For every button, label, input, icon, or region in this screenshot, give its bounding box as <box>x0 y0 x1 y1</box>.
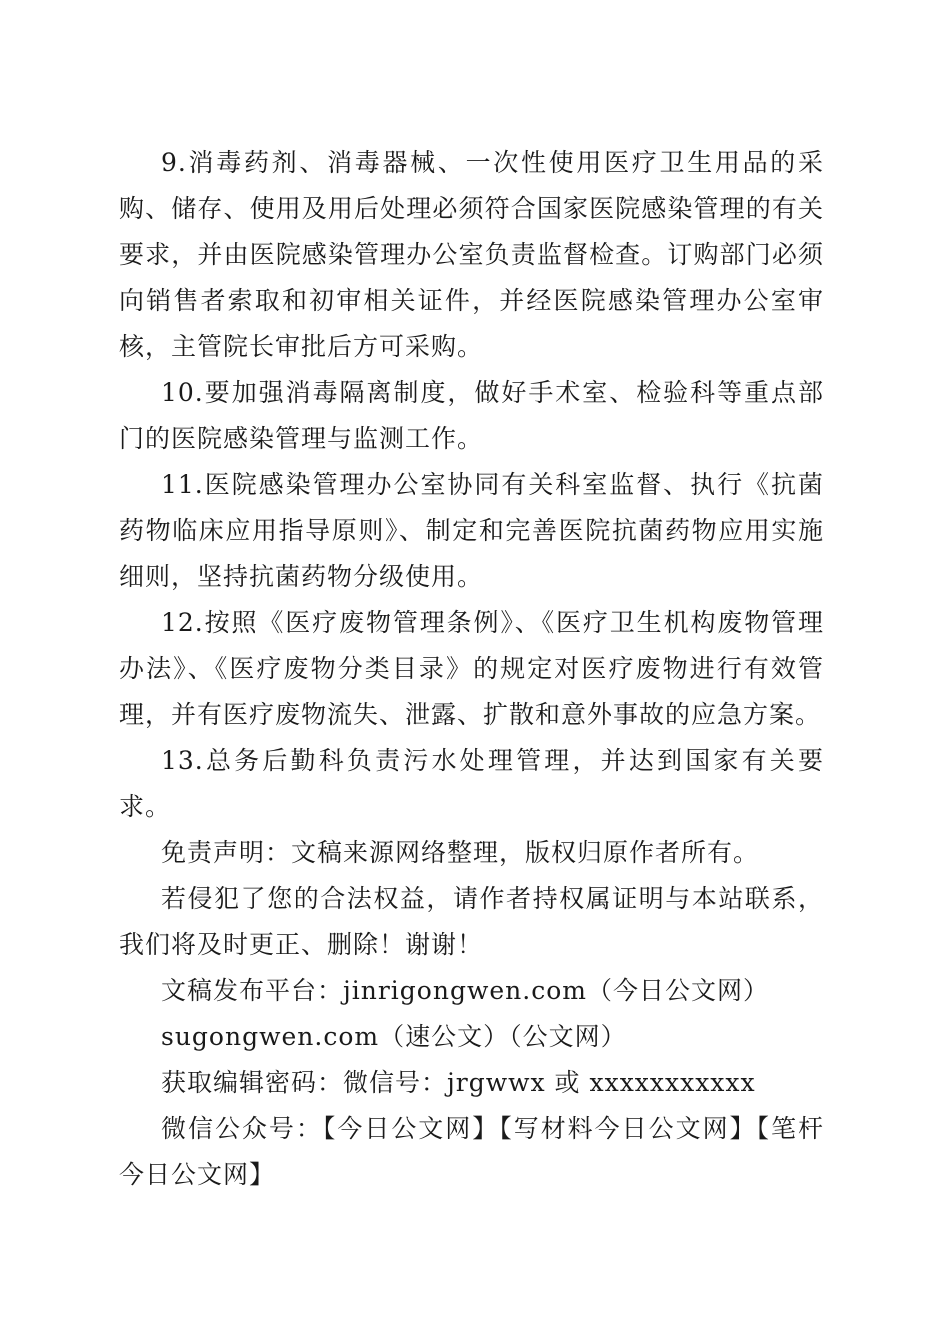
paragraph-item-10: 10.要加强消毒隔离制度，做好手术室、检验科等重点部门的医院感染管理与监测工作。 <box>119 378 824 453</box>
infringement-notice: 若侵犯了您的合法权益，请作者持权属证明与本站联系，我们将及时更正、删除！谢谢！ <box>119 884 824 959</box>
paragraph-item-13: 13.总务后勤科负责污水处理管理，并达到国家有关要求。 <box>119 746 824 821</box>
paragraph-item-11: 11.医院感染管理办公室协同有关科室监督、执行《抗菌药物临床应用指导原则》、制定和完善医院抗菌药物应用实施细则，坚持抗菌药物分级使用。 <box>119 470 824 591</box>
paragraph-item-9: 9.消毒药剂、消毒器械、一次性使用医疗卫生用品的采购、储存、使用及用后处理必须符合国家医院感染管理的有关要求，并由医院感染管理办公室负责监督检查。订购部门必须向销售者索取和初审相关证件，并经医院感染管理办公室审核，主管院长审批后方可采购。 <box>119 148 824 361</box>
document-body <box>119 140 824 1198</box>
site-name-line: sugongwen.com（速公文）（公文网） <box>161 1022 627 1051</box>
edit-password-line: 获取编辑密码：微信号：jrgwwx 或 xxxxxxxxxxx <box>161 1068 756 1097</box>
paragraph-item-12: 12.按照《医疗废物管理条例》、《医疗卫生机构废物管理办法》、《医疗废物分类目录》的规定对医疗废物进行有效管理，并有医疗废物流失、泄露、扩散和意外事故的应急方案。 <box>119 608 824 729</box>
wechat-accounts-line: 微信公众号：【今日公文网】【写材料今日公文网】【笔杆今日公文网】 <box>119 1114 824 1189</box>
disclaimer-line: 免责声明：文稿来源网络整理，版权归原作者所有。 <box>161 838 760 867</box>
publish-platform-line: 文稿发布平台：jinrigongwen.com（今日公文网） <box>161 976 769 1005</box>
